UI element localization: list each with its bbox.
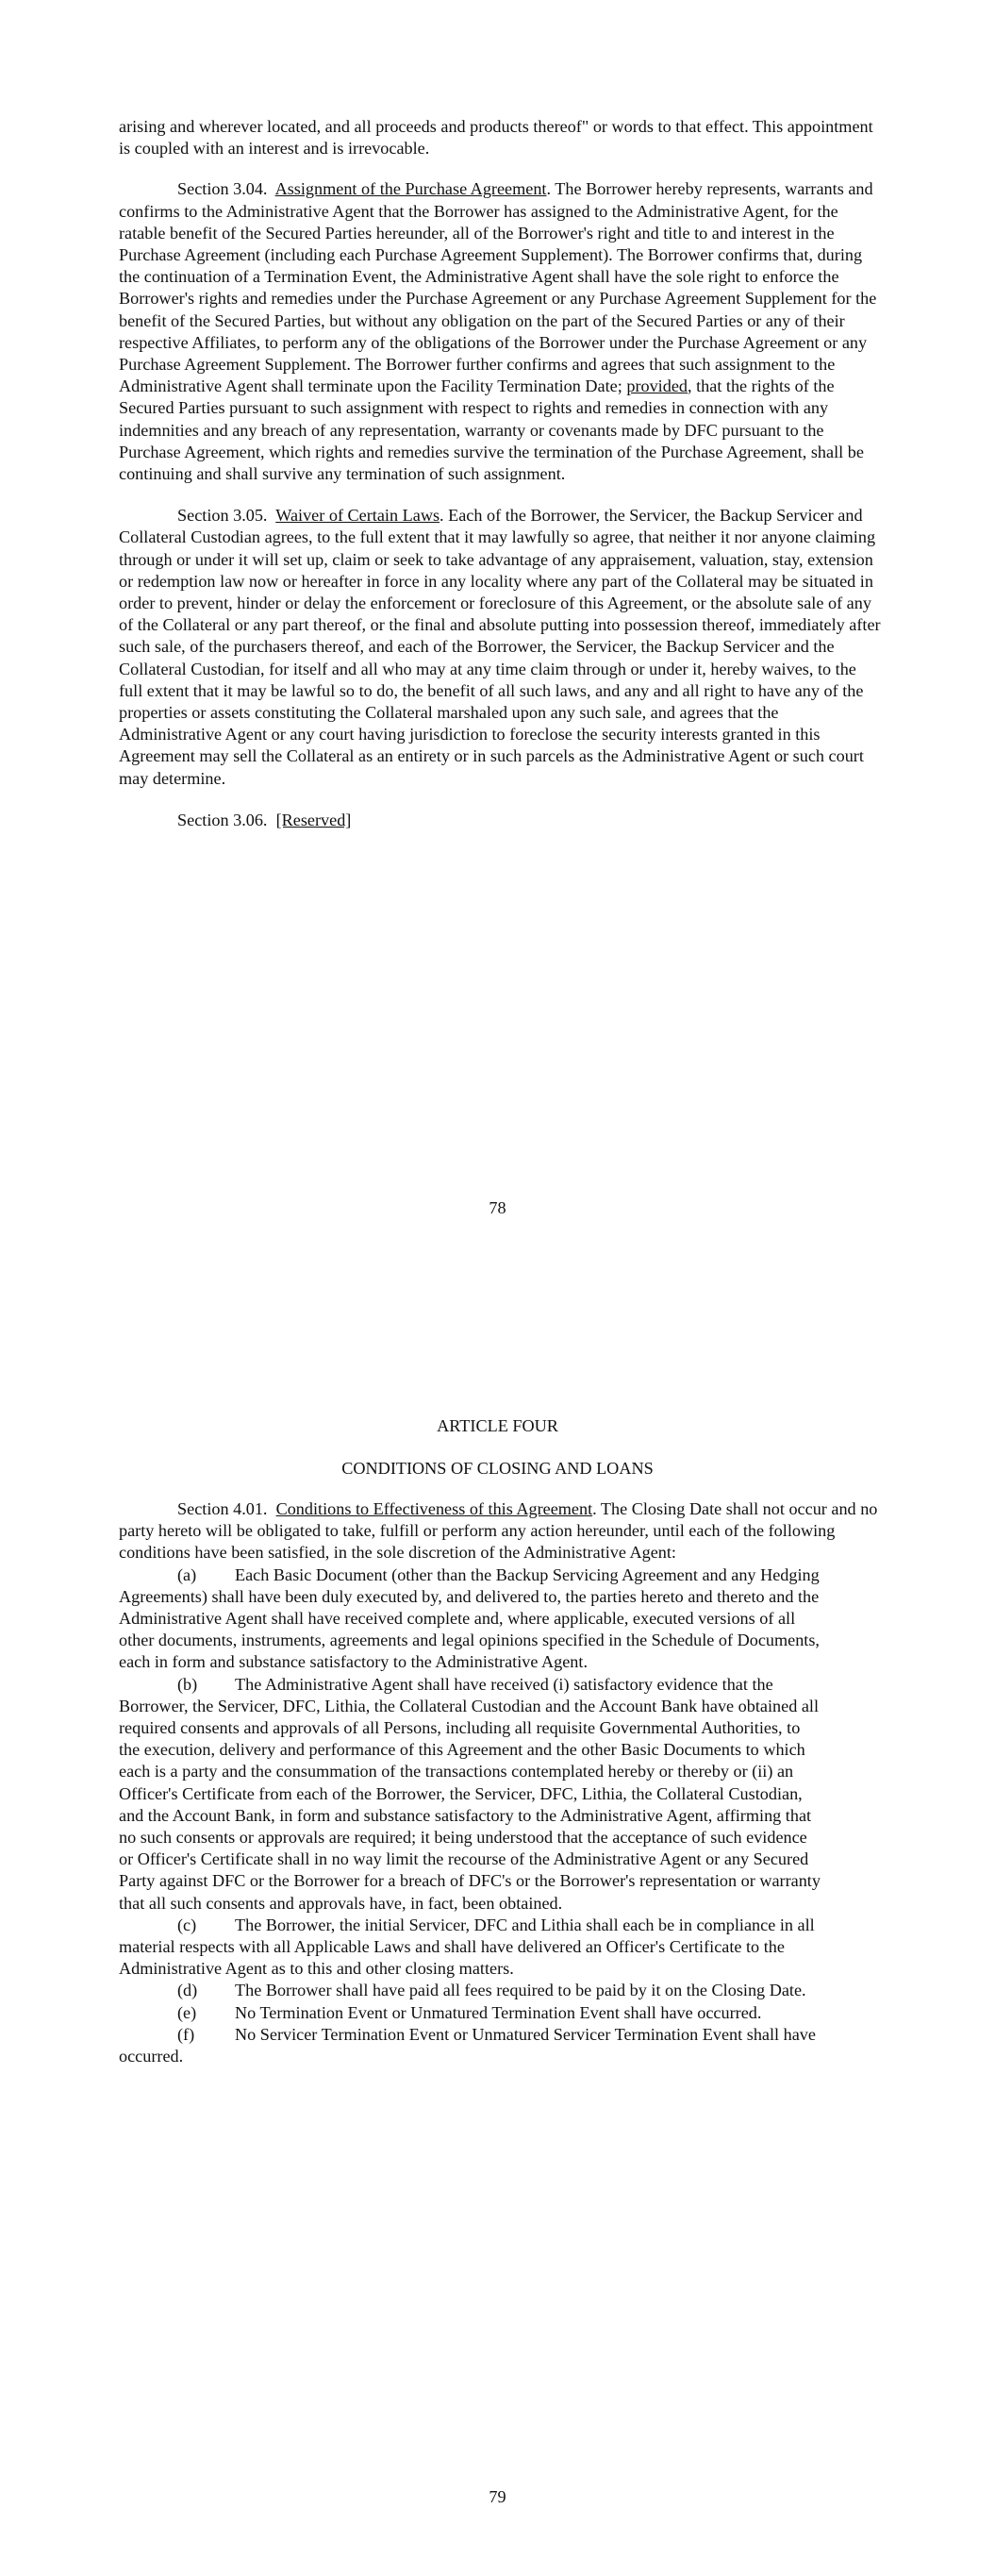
document-page-79 <box>0 1312 995 2576</box>
provided-term: provided <box>626 376 688 396</box>
condition-item-c <box>119 1915 822 1981</box>
section-3-06-number: Section 3.06. <box>177 810 268 829</box>
condition-text-c: The Borrower, the initial Servicer, DFC and Lithia shall each be in compliance in all material respects with all Applicable Laws and shall have delivered an Officer's Certificate to the Administrative Agent as to this and other closing matters. <box>119 1915 815 1979</box>
article-title: CONDITIONS OF CLOSING AND LOANS <box>341 1459 654 1478</box>
condition-item-f <box>119 2024 822 2067</box>
page-number-78: 78 <box>489 1198 506 1217</box>
page-79-body <box>119 1498 881 2067</box>
section-3-05-number: Section 3.05. <box>177 506 268 526</box>
condition-text-d: The Borrower shall have paid all fees required to be paid by it on the Closing Date. <box>235 1981 806 2000</box>
section-4-01-body: . The Closing Date shall not occur and no party hereto will be obligated to take, fulfill or perform any action hereunder, until each of the following conditions have been satisfied, in the sole discretion of the Administrative Agent: <box>119 1499 878 1563</box>
condition-item-b <box>119 1674 822 1915</box>
condition-label-f: (f) <box>177 2024 195 2044</box>
section-4-01-paragraph <box>119 1498 881 1564</box>
condition-label-b: (b) <box>177 1674 198 1694</box>
section-3-04-number: Section 3.04. <box>177 179 268 199</box>
condition-text-b: The Administrative Agent shall have received (i) satisfactory evidence that the Borrower, the Servicer, DFC, Lithia, the Collateral Custodian and the Account Bank have obtained all required consents and approvals of all Persons, including all requisite Governmental Authorities, to the execution, delivery and performance of this Agreement and the other Basic Documents to which each is a party and the consummation of the transactions contemplated hereby or thereby or (ii) an Officer's Certificate from each of the Borrower, the Servicer, DFC, Lithia, the Collateral Custodian, and the Account Bank, in form and substance satisfactory to the Administrative Agent, affirming that no such consents or approvals are required; it being understood that the acceptance of such evidence or Officer's Certificate shall in no way limit the recourse of the Administrative Agent or any Secured Party against DFC or the Borrower for a breach of DFC's or the Borrower's representation or warranty that all such consents and approvals have, in fact, been obtained. <box>119 1674 821 1913</box>
condition-label-d: (d) <box>177 1981 198 2000</box>
condition-text-e: No Termination Event or Unmatured Termination Event shall have occurred. <box>235 2002 762 2022</box>
condition-item-a <box>119 1564 822 1674</box>
condition-label-a: (a) <box>177 1564 197 1584</box>
condition-label-e: (e) <box>177 2002 197 2022</box>
section-3-06-paragraph <box>119 810 881 831</box>
condition-item-d <box>119 1980 822 2001</box>
condition-label-c: (c) <box>177 1915 197 1934</box>
article-heading: ARTICLE FOUR <box>437 1416 558 1435</box>
section-3-06-title: [Reserved] <box>275 810 352 829</box>
section-3-04-title: Assignment of the Purchase Agreement <box>274 179 547 199</box>
section-4-01-title: Conditions to Effectiveness of this Agreement <box>275 1499 593 1518</box>
page-number-79: 79 <box>489 2487 506 2506</box>
section-3-04-body-a: . The Borrower hereby represents, warrants and confirms to the Administrative Agent that the Borrower has assigned to the Administrative Agent, for the ratable benefit of the Secured Parties hereunder, all of the Borrower's right and title to and interest in the Purchase Agreement (including each Purchase Agreement Supplement). The Borrower confirms that, during the continuation of a Termination Event, the Administrative Agent shall have the sole right to enforce the Borrower's rights and remedies under the Purchase Agreement or any Purchase Agreement Supplement for the benefit of the Secured Parties, but without any obligation on the part of the Secured Parties or any of their respective Affiliates, to perform any of the obligations of the Borrower under the Purchase Agreement or any Purchase Agreement Supplement. The Borrower further confirms and agrees that such assignment to the Administrative Agent shall terminate upon the Facility Termination Date; <box>119 179 877 396</box>
section-3-04-paragraph <box>119 178 881 485</box>
page-78-body <box>119 116 881 831</box>
section-4-01-number: Section 4.01. <box>177 1499 268 1518</box>
section-3-04-body-b: , that the rights of the Secured Parties pursuant to such assignment with respect to rights and remedies in connection with any indemnities and any breach of any representation, warranty or covenants made by DFC pursuant to the Purchase Agreement, which rights and remedies survive the termination of the Purchase Agreement, shall be continuing and shall survive any termination of such assignment. <box>119 376 864 484</box>
section-3-05-title: Waiver of Certain Laws <box>275 506 440 526</box>
condition-item-e <box>119 2002 822 2024</box>
section-3-05-body: . Each of the Borrower, the Servicer, the Backup Servicer and Collateral Custodian agrees, to the full extent that it may lawfully so agree, that neither it nor anyone claiming through or under it will set up, claim or seek to take advantage of any appraisement, valuation, stay, extension or redemption law now or hereafter in force in any locality where any part of the Collateral may be situated in order to prevent, hinder or delay the enforcement or foreclosure of this Agreement, or the absolute sale of any of the Collateral or any part thereof, or the final and absolute putting into possession thereof, immediately after such sale, of the purchasers thereof, and each of the Borrower, the Servicer, the Backup Servicer and the Collateral Custodian, for itself and all who may at any time claim through or under it, hereby waives, to the full extent that it may be lawful so to do, the benefit of all such laws, and any and all right to have any of the properties or assets constituting the Collateral marshaled upon any such sale, and agrees that the Administrative Agent or any court having jurisdiction to foreclose the security interests granted in this Agreement may sell the Collateral as an entirety or in such parcels as the Administrative Agent or such court may determine. <box>119 506 881 788</box>
condition-text-a: Each Basic Document (other than the Backup Servicing Agreement and any Hedging Agreements) shall have been duly executed by, and delivered to, the parties hereto and thereto and the Administrative Agent shall have received complete and, where applicable, executed versions of all other documents, instruments, agreements and legal opinions specified in the Schedule of Documents, each in form and substance satisfactory to the Administrative Agent. <box>119 1564 820 1672</box>
section-3-05-paragraph <box>119 505 881 790</box>
condition-text-f: No Servicer Termination Event or Unmatured Servicer Termination Event shall have occurred. <box>119 2024 816 2066</box>
intro-paragraph: arising and wherever located, and all proceeds and products thereof" or words to that effect. This appointment is coupled with an interest and is irrevocable. <box>119 117 873 159</box>
